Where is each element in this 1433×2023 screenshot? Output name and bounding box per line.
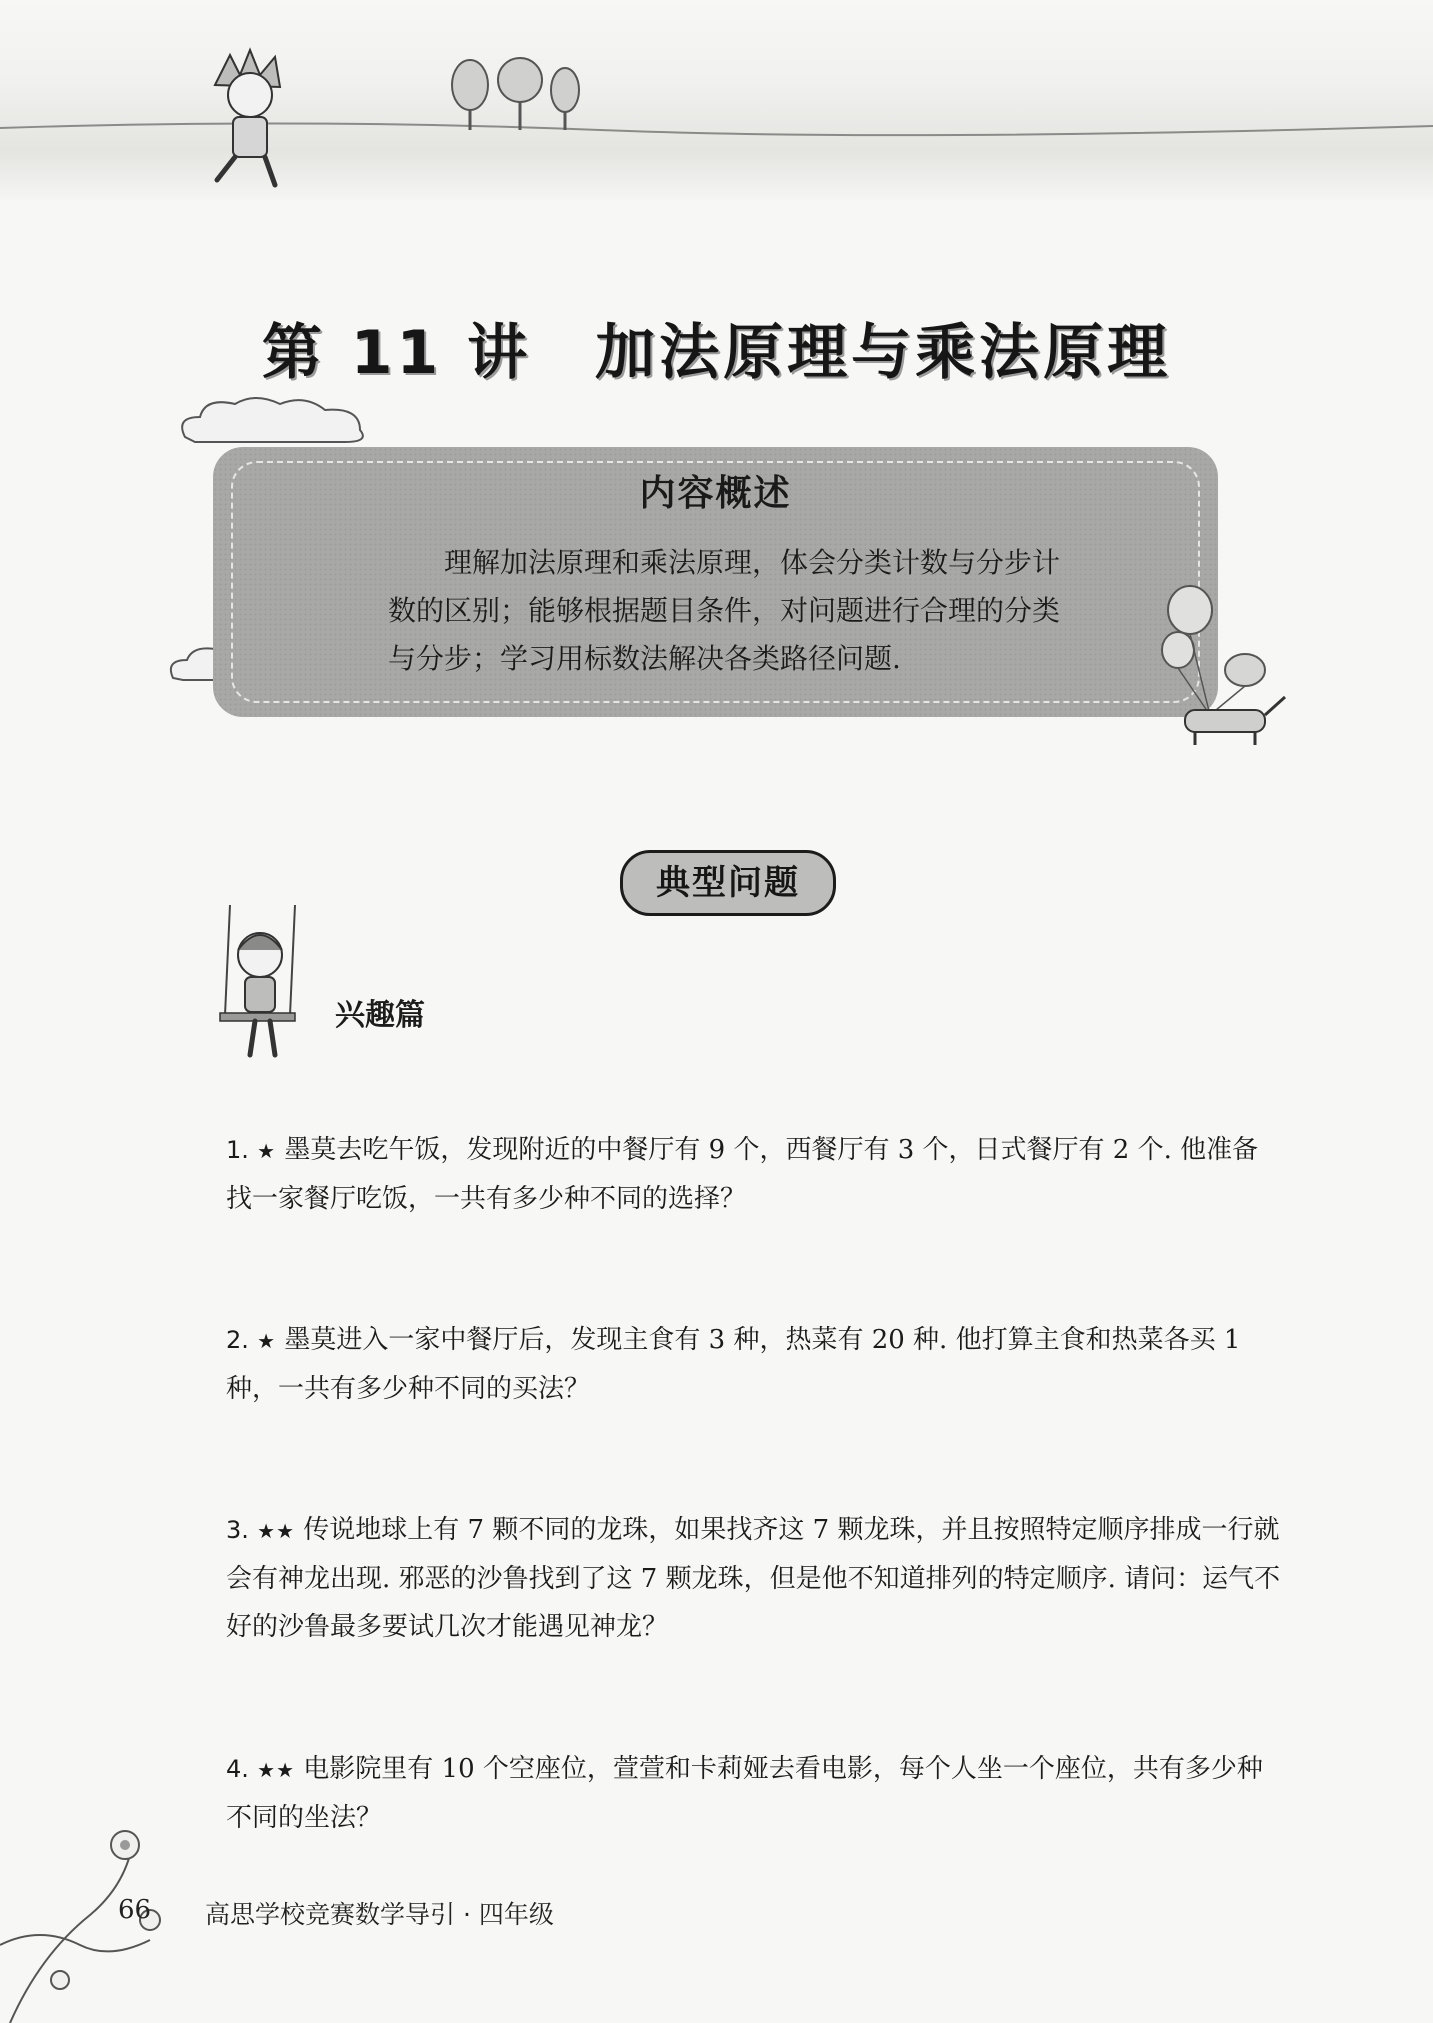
boy-illustration xyxy=(195,45,305,195)
problem-number: 3. xyxy=(226,1516,249,1544)
book-title: 高思学校竞赛数学导引 · 四年级 xyxy=(205,1900,554,1929)
girl-on-swing-illustration xyxy=(210,905,310,1075)
tree-illustration xyxy=(440,55,590,135)
problem-item xyxy=(172,1506,1284,1651)
problem-text: 墨莫去吃午饭，发现附近的中餐厅有 9 个，西餐厅有 3 个，日式餐厅有 2 个. 他准备找一家餐厅吃饭，一共有多少种不同的选择？ xyxy=(226,1135,1259,1214)
problem-text: 墨莫进入一家中餐厅后，发现主食有 3 种，热菜有 20 种. 他打算主食和热菜各买 1 种，一共有多少种不同的买法？ xyxy=(226,1325,1241,1404)
summary-heading: 内容概述 xyxy=(639,473,792,514)
balloon-dog-illustration xyxy=(1150,585,1300,755)
problem-item xyxy=(172,1316,1284,1413)
cloud-icon xyxy=(175,392,375,447)
page-number: 66 xyxy=(118,1895,152,1925)
section-heading: 典型问题 xyxy=(620,850,836,916)
chapter-title: 第 11 讲 加法原理与乘法原理 xyxy=(261,318,1172,388)
subsection-label: 兴趣篇 xyxy=(335,998,425,1033)
difficulty-star-icon: ★★ xyxy=(257,1758,296,1782)
problem-number: 2. xyxy=(226,1326,249,1354)
difficulty-star-icon: ★★ xyxy=(257,1519,296,1543)
problem-number: 1. xyxy=(226,1136,249,1164)
problem-item xyxy=(172,1126,1284,1223)
problem-text: 电影院里有 10 个空座位，萱萱和卡莉娅去看电影，每个人坐一个座位，共有多少种不同的坐法？ xyxy=(226,1754,1263,1833)
difficulty-star-icon: ★ xyxy=(257,1139,277,1163)
difficulty-star-icon: ★ xyxy=(257,1329,277,1353)
problem-number: 4. xyxy=(226,1755,249,1783)
problem-text: 传说地球上有 7 颗不同的龙珠，如果找齐这 7 颗龙珠，并且按照特定顺序排成一行就会有神龙出现. 邪恶的沙鲁找到了这 7 颗龙珠，但是他不知道排列的特定顺序. 请问：运气不好的沙鲁最多要试几次才能遇见神龙？ xyxy=(226,1515,1281,1642)
flower-vine-decoration xyxy=(0,1795,190,2023)
summary-box xyxy=(213,447,1218,717)
summary-text: 理解加法原理和乘法原理，体会分类计数与分步计数的区别；能够根据题目条件，对问题进行合理的分类与分步；学习用标数法解决各类路径问题. xyxy=(388,546,1061,675)
problem-item xyxy=(172,1745,1284,1842)
